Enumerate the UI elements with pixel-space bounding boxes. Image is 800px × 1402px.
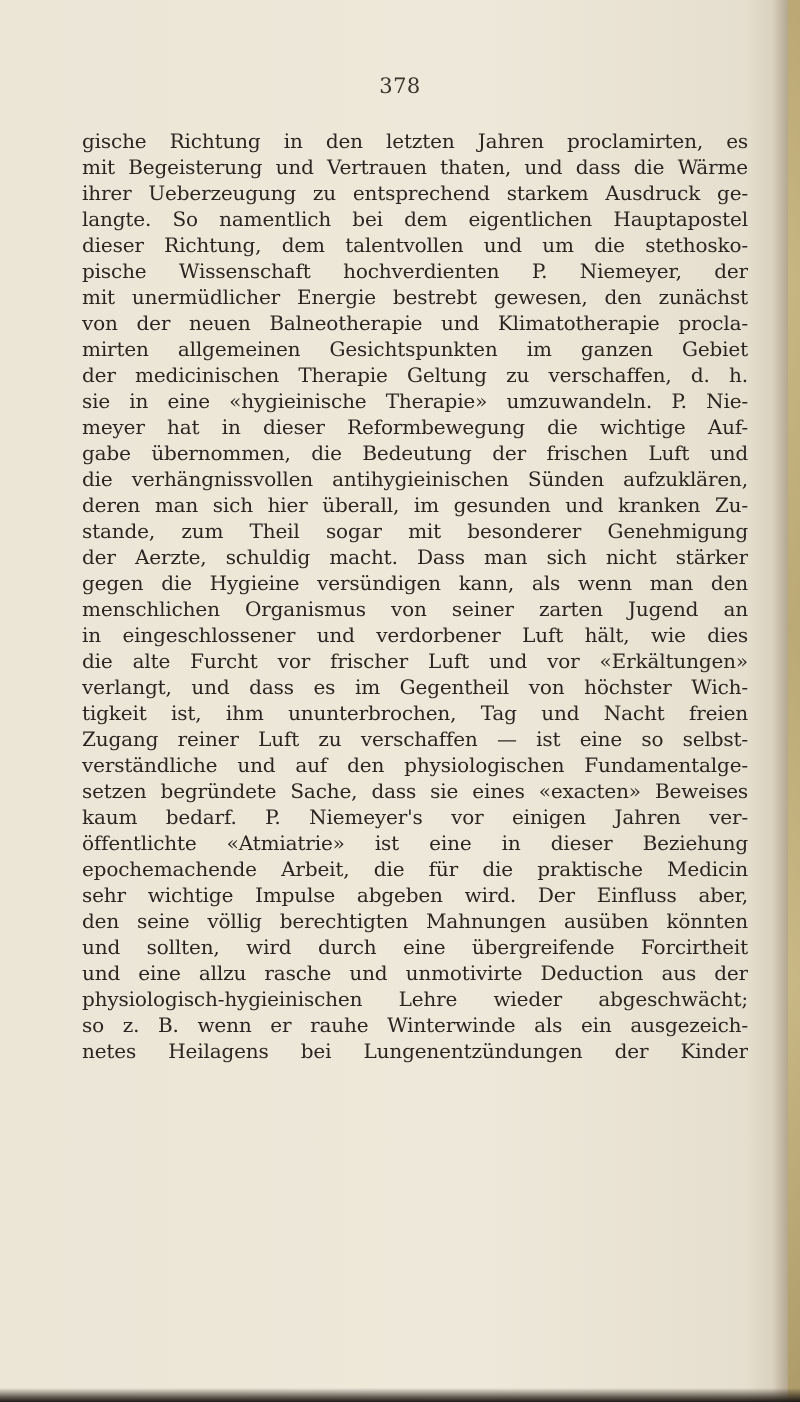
gutter-shadow (772, 0, 788, 1402)
text-line: sehr wichtige Impulse abgeben wird. Der Einfluss aber, (82, 883, 748, 907)
text-line: langte. So namentlich bei dem eigentlichen Hauptapostel (82, 207, 748, 231)
text-line: mit unermüdlicher Energie bestrebt gewesen, den zunächst (82, 285, 748, 309)
text-line: verständliche und auf den physiologischen Fundamentalge- (82, 753, 748, 777)
text-line: in eingeschlossener und verdorbener Luft hält, wie dies (82, 623, 748, 647)
text-line: verlangt, und dass es im Gegentheil von höchster Wich- (82, 675, 748, 699)
text-line: menschlichen Organismus von seiner zarten Jugend an (82, 597, 748, 621)
text-line: tigkeit ist, ihm ununterbrochen, Tag und Nacht freien (82, 701, 748, 725)
text-line: mit Begeisterung und Vertrauen thaten, und dass die Wärme (82, 155, 748, 179)
text-line: und eine allzu rasche und unmotivirte Deduction aus der (82, 961, 748, 985)
text-line: epochemachende Arbeit, die für die praktische Medicin (82, 857, 748, 881)
body-text (82, 128, 748, 1064)
text-line: gabe übernommen, die Bedeutung der frischen Luft und (82, 441, 748, 465)
text-line: der medicinischen Therapie Geltung zu verschaffen, d. h. (82, 363, 748, 387)
text-line: von der neuen Balneotherapie und Klimatotherapie procla- (82, 311, 748, 335)
text-line: den seine völlig berechtigten Mahnungen ausüben könnten (82, 909, 748, 933)
text-line: die alte Furcht vor frischer Luft und vor «Erkältungen» (82, 649, 748, 673)
text-line: und sollten, wird durch eine übergreifende Forcirtheit (82, 935, 748, 959)
page-number: 378 (379, 74, 421, 98)
text-line: deren man sich hier überall, im gesunden und kranken Zu- (82, 493, 748, 517)
text-line: Zugang reiner Luft zu verschaffen — ist eine so selbst- (82, 727, 748, 751)
text-line: öffentlichte «Atmiatrie» ist eine in dieser Beziehung (82, 831, 748, 855)
text-line: mirten allgemeinen Gesichtspunkten im ganzen Gebiet (82, 337, 748, 361)
text-line: gegen die Hygieine versündigen kann, als wenn man den (82, 571, 748, 595)
binding-edge (788, 0, 800, 1402)
text-line: physiologisch-hygieinischen Lehre wieder abgeschwächt; (82, 987, 748, 1011)
text-line: so z. B. wenn er rauhe Winterwinde als ein ausgezeich- (82, 1013, 748, 1037)
text-line: stande, zum Theil sogar mit besonderer Genehmigung (82, 519, 748, 543)
text-line: kaum bedarf. P. Niemeyer's vor einigen Jahren ver- (82, 805, 748, 829)
text-line: ihrer Ueberzeugung zu entsprechend starkem Ausdruck ge- (82, 181, 748, 205)
text-line: setzen begründete Sache, dass sie eines «exacten» Beweises (82, 779, 748, 803)
text-line: gische Richtung in den letzten Jahren proclamirten, es (82, 129, 748, 153)
text-line: die verhängnissvollen antihygieinischen Sünden aufzuklären, (82, 467, 748, 491)
text-line: dieser Richtung, dem talentvollen und um die stethosko- (82, 233, 748, 257)
text-line: sie in eine «hygieinische Therapie» umzuwandeln. P. Nie- (82, 389, 748, 413)
page-bottom-edge (0, 1388, 800, 1402)
text-line: netes Heilagens bei Lungenentzündungen der Kinder (82, 1039, 748, 1063)
text-line: der Aerzte, schuldig macht. Dass man sich nicht stärker (82, 545, 748, 569)
text-line: pische Wissenschaft hochverdienten P. Niemeyer, der (82, 259, 748, 283)
text-line: meyer hat in dieser Reformbewegung die wichtige Auf- (82, 415, 748, 439)
